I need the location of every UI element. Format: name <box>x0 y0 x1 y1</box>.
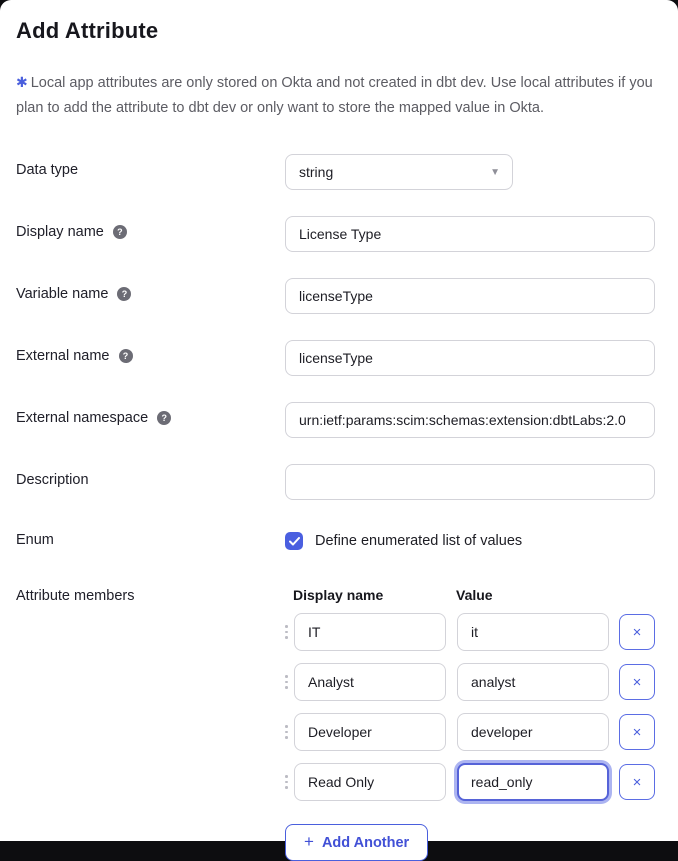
form-row-display-name <box>16 216 662 252</box>
drag-handle-icon[interactable] <box>285 725 292 739</box>
local-attribute-note <box>16 70 658 121</box>
enum-checkbox[interactable] <box>285 532 303 550</box>
plus-icon: + <box>304 832 314 851</box>
member-value-input-focused[interactable] <box>457 763 609 801</box>
drag-handle-icon[interactable] <box>285 625 292 639</box>
member-row <box>285 613 655 651</box>
data-type-selected-value: string <box>299 164 334 180</box>
asterisk-icon: ✱ <box>16 74 28 90</box>
external-name-label: External name <box>16 348 110 364</box>
add-another-label: Add Another <box>321 834 410 851</box>
variable-name-label: Variable name <box>16 286 109 302</box>
attribute-members-list <box>285 580 655 861</box>
remove-member-button[interactable] <box>619 714 655 750</box>
help-icon[interactable]: ? <box>119 349 133 363</box>
page-title: Add Attribute <box>16 18 159 43</box>
enum-label: Enum <box>16 532 54 548</box>
form-row-enum <box>16 526 662 550</box>
add-attribute-form <box>16 154 662 861</box>
remove-member-button[interactable] <box>619 614 655 650</box>
member-display-input[interactable] <box>294 663 446 701</box>
members-column-display-name: Display name <box>293 587 384 603</box>
display-name-label: Display name <box>16 224 104 240</box>
enum-checkbox-label: Define enumerated list of values <box>315 533 523 549</box>
member-value-input[interactable] <box>457 613 609 651</box>
members-column-value: Value <box>456 587 493 603</box>
help-icon[interactable]: ? <box>113 225 127 239</box>
attribute-members-label: Attribute members <box>16 588 135 604</box>
description-label: Description <box>16 472 89 488</box>
member-row <box>285 663 655 701</box>
form-row-external-namespace <box>16 402 662 438</box>
form-row-attribute-members <box>16 580 662 861</box>
external-namespace-input[interactable] <box>285 402 655 438</box>
external-namespace-label: External namespace <box>16 410 149 426</box>
member-value-input[interactable] <box>457 713 609 751</box>
form-row-description <box>16 464 662 500</box>
description-input[interactable] <box>285 464 655 500</box>
form-row-variable-name <box>16 278 662 314</box>
help-icon[interactable]: ? <box>157 411 171 425</box>
data-type-select[interactable] <box>285 154 513 190</box>
drag-handle-icon[interactable] <box>285 775 292 789</box>
display-name-input[interactable] <box>285 216 655 252</box>
add-another-button[interactable] <box>285 824 428 861</box>
member-value-input[interactable] <box>457 663 609 701</box>
form-row-external-name <box>16 340 662 376</box>
form-row-data-type <box>16 154 662 190</box>
member-display-input[interactable] <box>294 613 446 651</box>
checkmark-icon <box>289 537 300 546</box>
remove-member-button[interactable] <box>619 764 655 800</box>
member-display-input[interactable] <box>294 713 446 751</box>
data-type-label: Data type <box>16 162 79 178</box>
close-icon: × <box>632 673 642 691</box>
note-text: Local app attributes are only stored on Okta and not created in dbt dev. Use local attributes if you plan to add the attribute to dbt dev or only want to store the mapped value in Okta. <box>16 75 653 116</box>
remove-member-button[interactable] <box>619 664 655 700</box>
help-icon[interactable]: ? <box>117 287 131 301</box>
external-name-input[interactable] <box>285 340 655 376</box>
variable-name-input[interactable] <box>285 278 655 314</box>
member-row <box>285 763 655 801</box>
drag-handle-icon[interactable] <box>285 675 292 689</box>
member-row <box>285 713 655 751</box>
close-icon: × <box>632 623 642 641</box>
chevron-down-icon: ▼ <box>490 166 500 178</box>
member-display-input[interactable] <box>294 763 446 801</box>
close-icon: × <box>632 773 642 791</box>
close-icon: × <box>632 723 642 741</box>
